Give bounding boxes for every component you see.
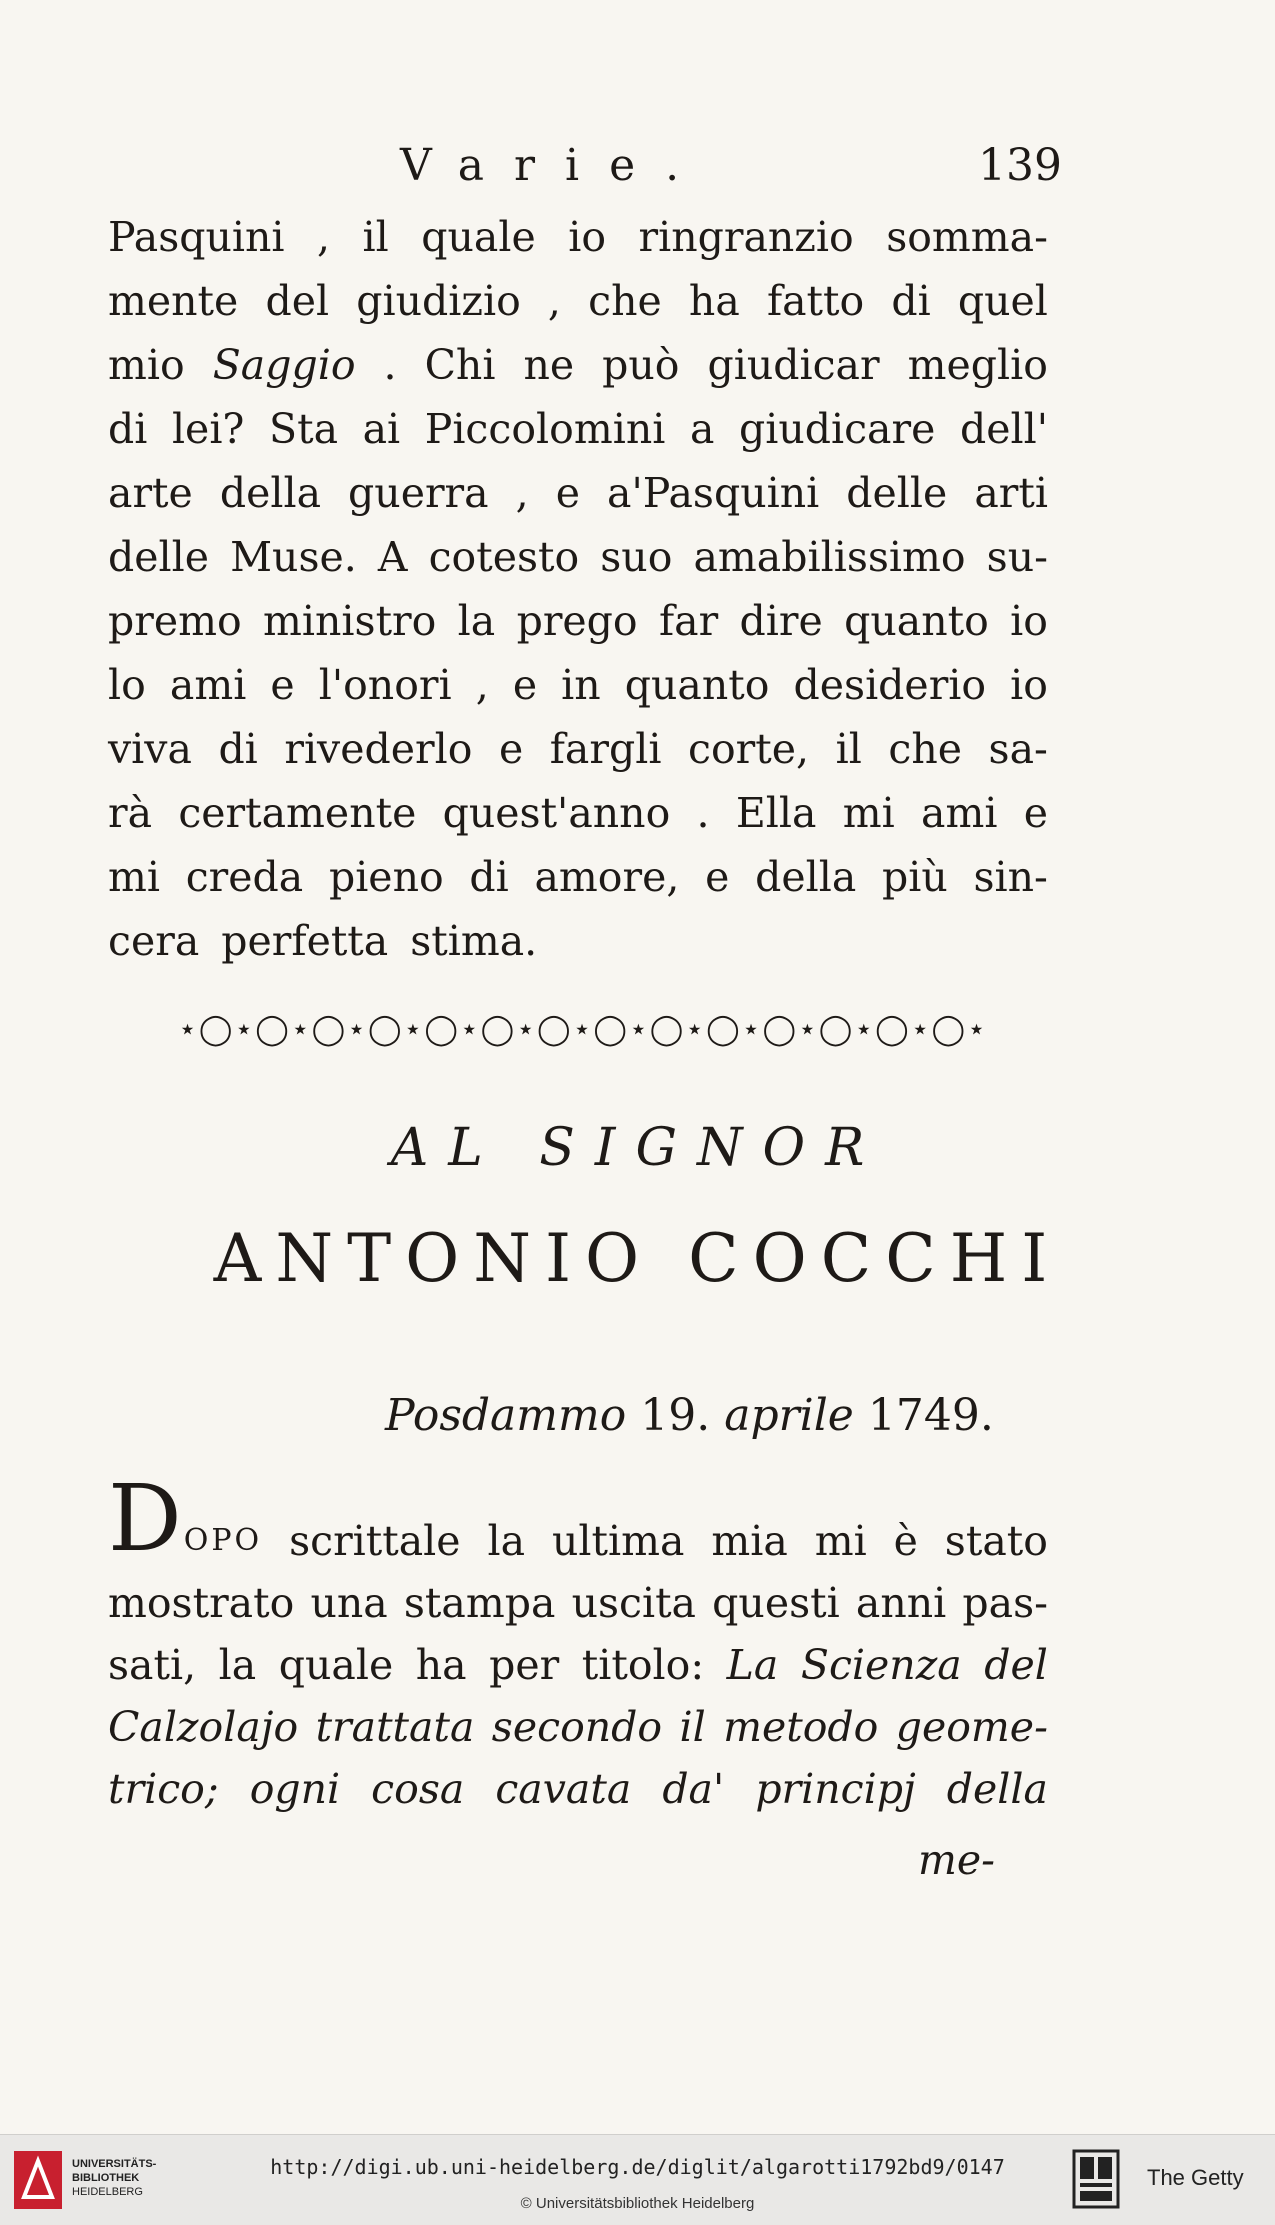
word: il: [679, 1703, 706, 1751]
word: del: [984, 1641, 1048, 1689]
word: il: [835, 725, 862, 773]
word: rà: [108, 789, 153, 837]
word: uscita: [571, 1579, 697, 1627]
word: Pasquini: [108, 213, 285, 261]
word: giudicare: [738, 405, 936, 453]
word: mi: [814, 1517, 867, 1565]
word: mi: [108, 853, 160, 901]
word: cotesto: [428, 533, 580, 581]
word: rivederlo: [284, 725, 473, 773]
word: perfetta: [221, 917, 389, 965]
word: mente: [108, 277, 239, 325]
word: io: [1010, 597, 1048, 645]
word: di: [108, 405, 148, 453]
word: è: [893, 1517, 918, 1565]
letter-line-4: [108, 1696, 1048, 1758]
word: quest'anno: [442, 789, 671, 837]
dateline-day: 19.: [640, 1390, 711, 1441]
word: che: [588, 277, 662, 325]
running-head: [0, 140, 1275, 200]
page-number: 139: [978, 140, 1062, 191]
word: su-: [986, 533, 1048, 581]
text-line: [108, 845, 1048, 909]
word: lo: [108, 661, 146, 709]
word: quale: [278, 1641, 394, 1689]
word: desiderio: [793, 661, 987, 709]
word: e: [498, 725, 524, 773]
text-line: [108, 205, 1048, 269]
word: delle: [108, 533, 209, 581]
letter-heading-salutation: AL SIGNOR: [390, 1118, 885, 1178]
letter-line-2: [108, 1572, 1048, 1634]
word: cosa: [371, 1765, 465, 1813]
word: della: [755, 853, 857, 901]
word: suo: [600, 533, 673, 581]
permalink-url[interactable]: http://digi.ub.uni-heidelberg.de/diglit/algarotti1792bd9/0147: [270, 2155, 1005, 2179]
word: trattata: [315, 1703, 475, 1751]
word: La: [726, 1641, 779, 1689]
word: in: [561, 661, 601, 709]
word: dell': [959, 405, 1048, 453]
word: ha: [415, 1641, 467, 1689]
word: sa-: [988, 725, 1048, 773]
text-line: [108, 461, 1048, 525]
word: stima.: [410, 917, 538, 965]
word: amabilissimo: [693, 533, 966, 581]
copyright-notice: © Universitätsbibliothek Heidelberg: [520, 2195, 755, 2212]
word: mostrato: [108, 1579, 295, 1627]
dropcap: D: [108, 1465, 182, 1572]
word: ha: [688, 277, 740, 325]
word: di: [218, 725, 258, 773]
partner-name: The Getty: [1147, 2165, 1244, 2190]
word: più: [881, 853, 948, 901]
word: quel: [957, 277, 1048, 325]
dateline-month: aprile: [724, 1390, 854, 1441]
word: Scienza: [800, 1641, 962, 1689]
word: dire: [739, 597, 823, 645]
word: ,: [317, 213, 331, 261]
word: il: [362, 213, 389, 261]
ornamental-divider: ⋆◯⋆◯⋆◯⋆◯⋆◯⋆◯⋆◯⋆◯⋆◯⋆◯⋆◯⋆◯⋆◯⋆◯⋆: [178, 1012, 988, 1047]
library-name-line-1: UNIVERSITÄTS-: [72, 2158, 157, 2170]
word: Sta: [269, 405, 339, 453]
word: Saggio: [212, 341, 356, 389]
word: somma-: [886, 213, 1048, 261]
word: fargli: [549, 725, 662, 773]
word: certamente: [178, 789, 417, 837]
word: quanto: [624, 661, 770, 709]
word: e: [270, 661, 295, 709]
text-line: [108, 397, 1048, 461]
word: stato: [944, 1517, 1048, 1565]
word: io: [1010, 661, 1048, 709]
letter-heading-recipient: ANTONIO COCCHI: [213, 1220, 1062, 1297]
text-line: [108, 909, 1048, 973]
word: ne: [523, 341, 575, 389]
word: io: [568, 213, 607, 261]
word: ,: [547, 277, 561, 325]
text-line: [108, 525, 1048, 589]
word: la: [218, 1641, 257, 1689]
word: prego: [516, 597, 638, 645]
word: della: [219, 469, 322, 517]
word: la: [457, 597, 496, 645]
text-line: [108, 333, 1048, 397]
word: premo: [108, 597, 242, 645]
word: guerra: [348, 469, 489, 517]
letter-line-5: [108, 1758, 1048, 1820]
word: e: [555, 469, 580, 517]
word: .: [383, 341, 397, 389]
word: amore,: [534, 853, 680, 901]
word: pieno: [328, 853, 444, 901]
word: Muse.: [230, 533, 357, 581]
word: a: [689, 405, 715, 453]
letter-body: [108, 1465, 1048, 1820]
library-name-line-3: HEIDELBERG: [72, 2186, 143, 2198]
word: per: [489, 1641, 560, 1689]
text-line: [108, 781, 1048, 845]
word: ami: [921, 789, 998, 837]
word: che: [888, 725, 962, 773]
word: di: [891, 277, 931, 325]
text-line: [108, 269, 1048, 333]
word: principj: [755, 1765, 916, 1813]
word: Piccolomini: [424, 405, 666, 453]
word: può: [602, 341, 680, 389]
word: l'onori: [318, 661, 452, 709]
word: scrittale: [289, 1517, 461, 1565]
word: ai: [362, 405, 401, 453]
word: lei?: [171, 405, 245, 453]
word: ministro: [263, 597, 437, 645]
word: arte: [108, 469, 193, 517]
dateline-place: Posdammo: [385, 1390, 627, 1441]
word: corte,: [688, 725, 810, 773]
letter-line-1: [108, 1465, 1048, 1572]
word: A: [377, 533, 408, 581]
word: geome-: [895, 1703, 1048, 1751]
word: di: [469, 853, 509, 901]
word: ,: [515, 469, 529, 517]
word: ultima: [551, 1517, 685, 1565]
word: ringranzio: [638, 213, 854, 261]
dropcap-word: [108, 1465, 263, 1572]
word: e: [1023, 789, 1048, 837]
word: quanto: [844, 597, 989, 645]
word: una: [310, 1579, 388, 1627]
word: mio: [108, 341, 185, 389]
word: titolo:: [581, 1641, 705, 1689]
word: e: [705, 853, 730, 901]
word: Ella: [735, 789, 817, 837]
word: delle: [846, 469, 948, 517]
getty-logo-icon: [1072, 2149, 1120, 2209]
word: mi: [842, 789, 895, 837]
word: ogni: [249, 1765, 341, 1813]
word: sin-: [973, 853, 1048, 901]
word: questi: [712, 1579, 840, 1627]
word: stampa: [403, 1579, 556, 1627]
word: far: [658, 597, 719, 645]
word: meglio: [907, 341, 1048, 389]
word: .: [696, 789, 710, 837]
body-text: [108, 205, 1048, 973]
letter-line-3: [108, 1634, 1048, 1696]
word: Chi: [424, 341, 496, 389]
running-title: Varie.: [400, 140, 710, 191]
footer-bar: [0, 2134, 1275, 2225]
word: creda: [185, 853, 304, 901]
library-name-line-2: BIBLIOTHEK: [72, 2172, 140, 2184]
word: sati,: [108, 1641, 197, 1689]
word: ami: [169, 661, 247, 709]
word: giudicar: [707, 341, 880, 389]
dateline-year: 1749.: [867, 1390, 994, 1441]
word: arti: [974, 469, 1048, 517]
word: secondo: [491, 1703, 663, 1751]
word: trico;: [108, 1765, 219, 1813]
word: pas-: [962, 1579, 1048, 1627]
dropcap-rest: OPO: [183, 1523, 263, 1558]
word: mia: [711, 1517, 788, 1565]
word: e: [512, 661, 538, 709]
word: giudizio: [356, 277, 521, 325]
word: del: [265, 277, 330, 325]
word: della: [946, 1765, 1048, 1813]
word: anni: [855, 1579, 947, 1627]
catchword: me-: [918, 1836, 995, 1884]
text-line: [108, 589, 1048, 653]
word: cera: [108, 917, 200, 965]
word: la: [487, 1517, 526, 1565]
word: viva: [108, 725, 192, 773]
word: a'Pasquini: [607, 469, 820, 517]
word: quale: [421, 213, 536, 261]
dateline: [385, 1390, 994, 1441]
word: da': [662, 1765, 725, 1813]
word: metodo: [723, 1703, 879, 1751]
word: cavata: [495, 1765, 632, 1813]
text-line: [108, 717, 1048, 781]
word: ,: [475, 661, 489, 709]
word: Calzolajo: [108, 1703, 299, 1751]
text-line: [108, 653, 1048, 717]
word: fatto: [766, 277, 865, 325]
